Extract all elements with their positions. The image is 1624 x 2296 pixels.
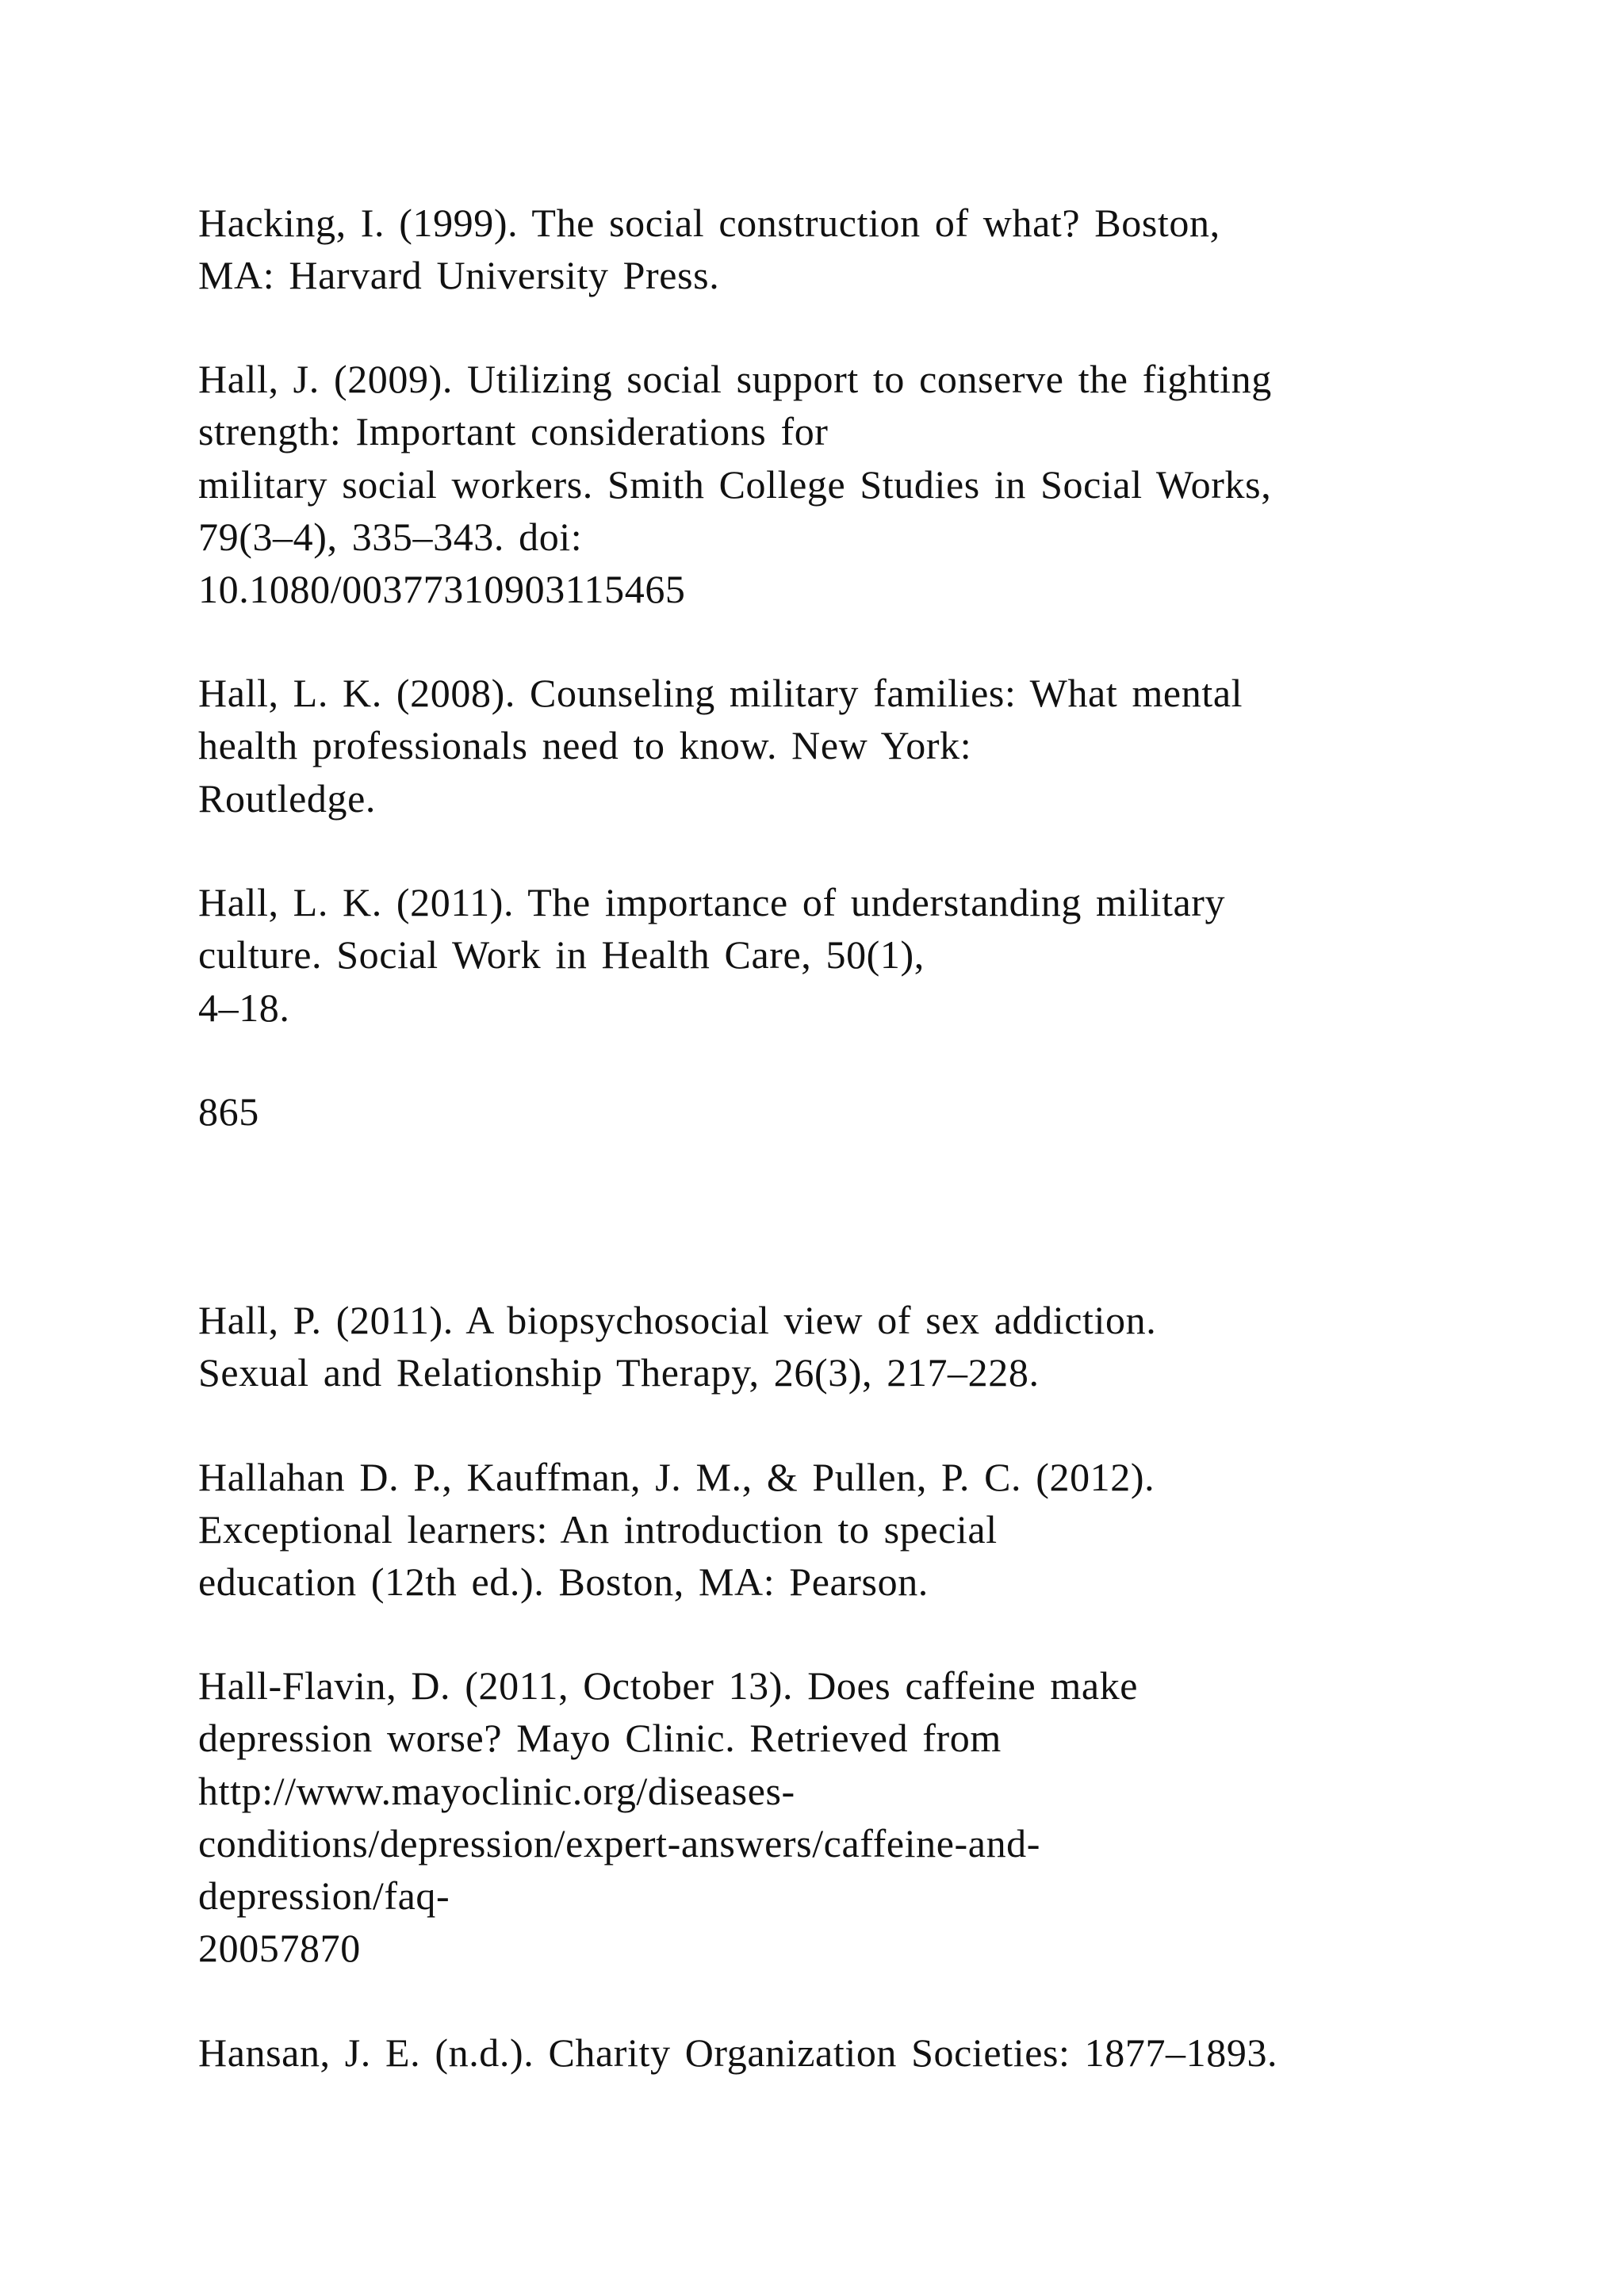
- reference-line: Routledge.: [198, 776, 377, 821]
- reference-line: depression worse? Mayo Clinic. Retrieved from: [198, 1716, 1002, 1760]
- reference-line: Sexual and Relationship Therapy, 26(3), 217–228.: [198, 1350, 1040, 1395]
- reference-line: strength: Important considerations for: [198, 409, 829, 453]
- reference-line: Hall, L. K. (2011). The importance of understanding military: [198, 880, 1226, 924]
- reference-line: 10.1080/00377310903115465: [198, 567, 686, 611]
- reference-line: Hall-Flavin, D. (2011, October 13). Does caffeine make: [198, 1663, 1139, 1708]
- reference-line: Hall, J. (2009). Utilizing social support to conserve the fighting: [198, 357, 1272, 401]
- reference-line: Hall, P. (2011). A biopsychosocial view of sex addiction.: [198, 1298, 1157, 1342]
- reference-line: Hallahan D. P., Kauffman, J. M., & Pullen, P. C. (2012).: [198, 1455, 1155, 1499]
- reference-line: Hansan, J. E. (n.d.). Charity Organization Societies: 1877–1893.: [198, 2030, 1278, 2075]
- reference-line: 20057870: [198, 1926, 361, 1970]
- reference-line: 79(3–4), 335–343. doi:: [198, 515, 583, 559]
- reference-line: culture. Social Work in Health Care, 50(1),: [198, 932, 925, 977]
- reference-line: http://www.mayoclinic.org/diseases-: [198, 1769, 795, 1813]
- reference-line: military social workers. Smith College Studies in Social Works,: [198, 462, 1272, 507]
- reference-line: Exceptional learners: An introduction to special: [198, 1507, 998, 1552]
- reference-line: Hacking, I. (1999). The social construction of what? Boston,: [198, 201, 1220, 245]
- reference-line: 4–18.: [198, 985, 290, 1030]
- reference-line: health professionals need to know. New York:: [198, 723, 972, 767]
- reference-line: Hall, L. K. (2008). Counseling military families: What mental: [198, 671, 1243, 715]
- reference-line: depression/faq-: [198, 1873, 450, 1918]
- reference-line: conditions/depression/expert-answers/caffeine-and-: [198, 1821, 1041, 1866]
- reference-line: MA: Harvard University Press.: [198, 253, 720, 297]
- reference-line: education (12th ed.). Boston, MA: Pearson.: [198, 1559, 929, 1604]
- page-number: 865: [198, 1089, 259, 1134]
